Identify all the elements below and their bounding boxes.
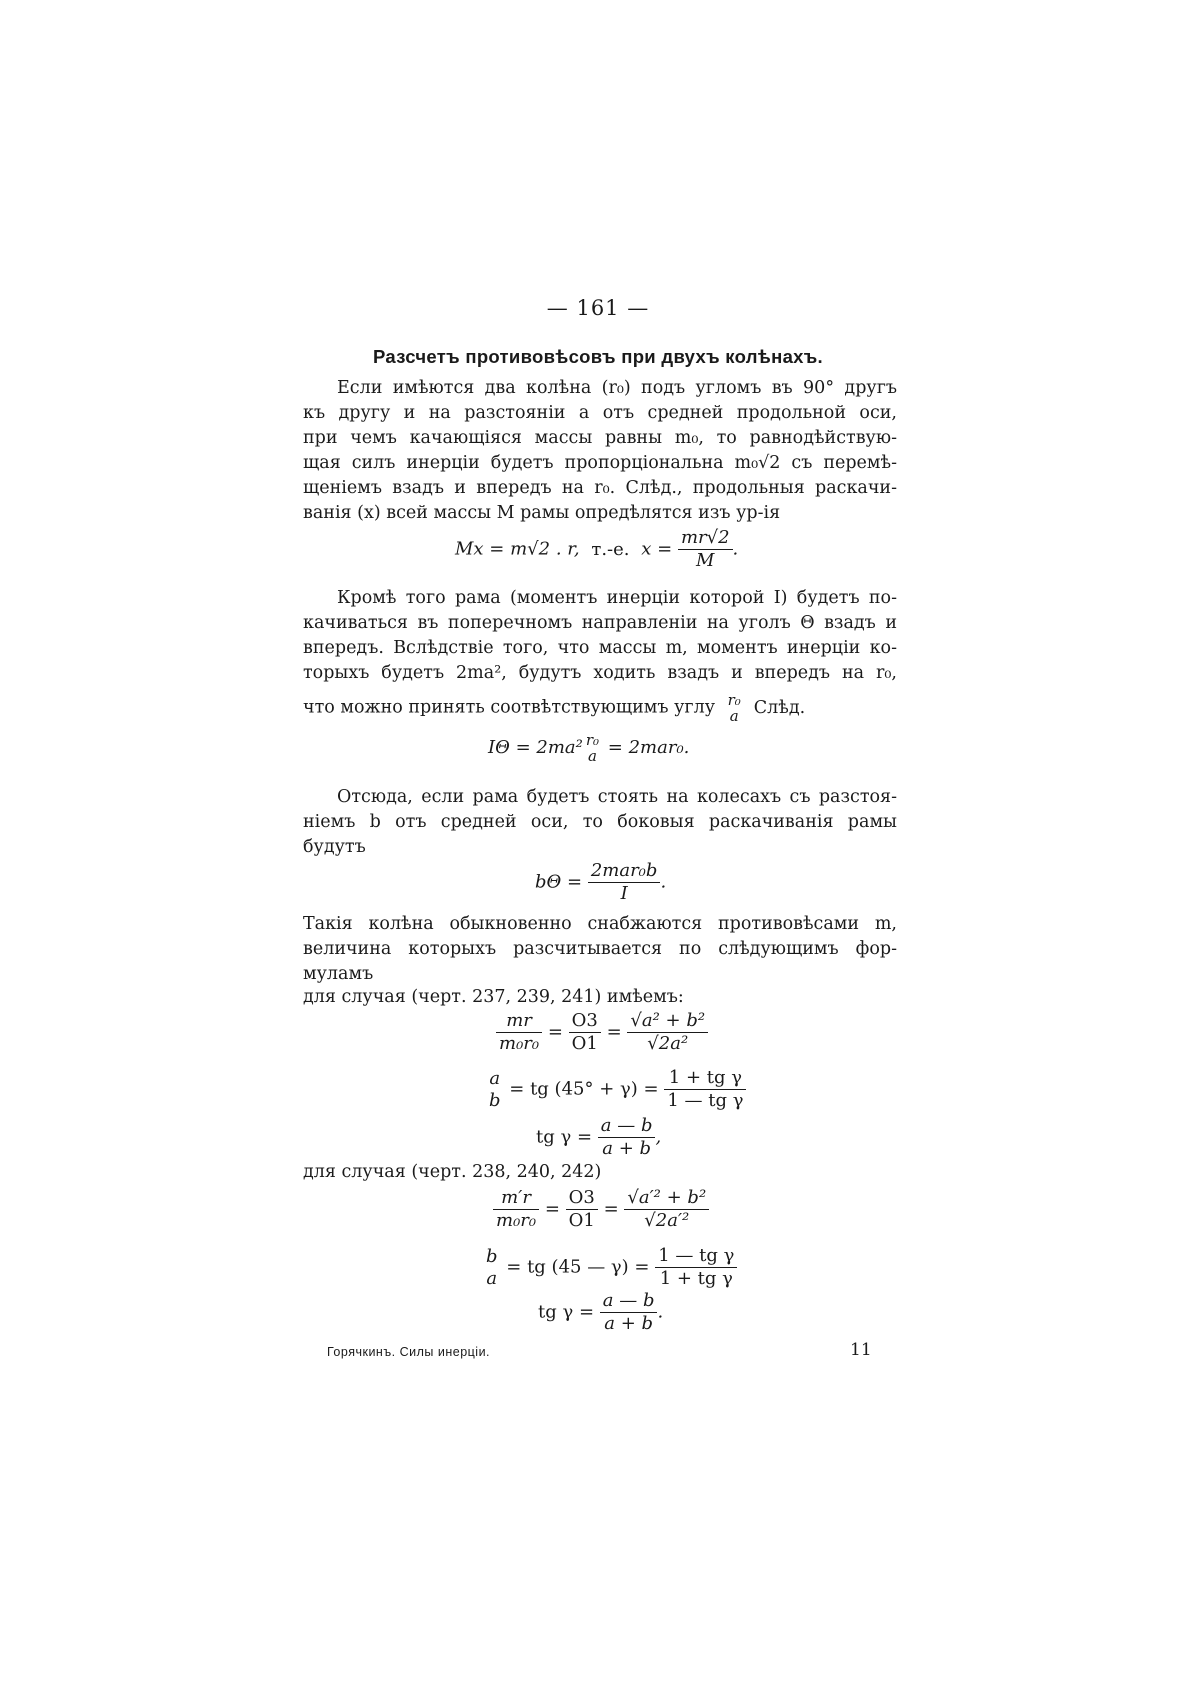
c1-frac-a	[496, 1010, 542, 1055]
c1-a-numerator: mr	[496, 1010, 542, 1033]
eq1-numerator: mr√2	[678, 527, 733, 550]
c1-f-numerator: a — b	[598, 1115, 656, 1138]
equation-3: bΘ = $\frac{\text{2mar₀b}}{I}$ .	[535, 860, 667, 904]
eq3-denominator: I	[620, 883, 628, 904]
text-line: величина которыхъ разсчитывается по слѣдующимъ фор-	[303, 939, 897, 959]
case-1-eq-c: tg γ = $\frac{a — b}{a + b}$ ,	[536, 1115, 662, 1159]
c2-d-numerator: b	[486, 1245, 498, 1267]
angle-numerator: r₀	[727, 691, 741, 709]
text-line: будутъ	[303, 837, 366, 857]
c2-f-denominator: a + b	[604, 1313, 654, 1334]
eq2-left: IΘ = 2ma²	[488, 737, 583, 758]
paragraph-1	[303, 376, 897, 526]
paragraph-4	[303, 912, 897, 987]
c1-c-denominator: √2a²	[647, 1033, 689, 1054]
eq3-left: bΘ =	[535, 871, 583, 893]
eq1-denominator: M	[696, 550, 715, 571]
eq2-fraction	[583, 732, 602, 764]
c2-c-numerator: √a′² + b²	[624, 1187, 709, 1210]
text-line: качиваться въ поперечномъ направленіи на уголъ Θ взадъ и	[303, 613, 897, 633]
c2-frac-c	[624, 1187, 709, 1232]
eq1-mid: т.-е.	[591, 538, 630, 560]
c2-f-numerator: a — b	[600, 1290, 658, 1313]
c1-frac-d	[486, 1068, 504, 1112]
c1-f-denominator: a + b	[602, 1138, 652, 1159]
c1-b-numerator: O3	[569, 1010, 601, 1033]
text-line: Такія колѣна обыкновенно снабжаются противовѣсами m,	[303, 914, 897, 934]
equation-1: Mx = m√2 . r, т.-е. x = $\frac{mr√2}{M}$ .	[455, 527, 739, 571]
text-line: впередъ. Вслѣдствіе того, что массы m, моментъ инерціи ко-	[303, 638, 897, 658]
c1-d-mid: = tg (45° + γ) =	[509, 1078, 659, 1100]
case-2-eq-c: tg γ = $\frac{a — b}{a + b}$ .	[538, 1290, 664, 1334]
c1-f-left: tg γ =	[536, 1126, 593, 1148]
equation-2	[488, 732, 689, 764]
c1-frac-f	[598, 1115, 656, 1160]
signature-mark: 11	[850, 1340, 872, 1360]
c1-e-denominator: 1 — tg γ	[667, 1090, 744, 1111]
running-footer: Горячкинъ. Силы инерціи.	[327, 1345, 491, 1359]
text-line: муламъ	[303, 964, 374, 984]
case-2-eq-b	[483, 1245, 737, 1290]
text-line: что можно принять соотвѣтствующимъ углу	[303, 697, 715, 718]
eq1-fraction	[678, 527, 733, 572]
angle-fraction	[725, 692, 744, 724]
c2-frac-e	[655, 1245, 737, 1290]
c1-frac-c	[627, 1010, 708, 1055]
text-line: ванія (x) всей массы M рамы опредѣлятся изъ ур-ія	[303, 503, 781, 523]
c2-a-numerator: m′r	[493, 1187, 539, 1210]
text-line: Если имѣются два колѣна (r₀) подъ угломъ въ 90° другъ	[337, 378, 897, 398]
c2-a-denominator: m₀r₀	[496, 1210, 537, 1231]
text-line: торыхъ будетъ 2ma², будутъ ходить взадъ и впередъ на r₀,	[303, 663, 897, 683]
text-line: ніемъ b отъ средней оси, то боковыя раскачиванія рамы	[303, 812, 897, 832]
c1-frac-b	[569, 1010, 601, 1055]
text-line: Отсюда, если рама будетъ стоять на колесахъ съ разстоя-	[337, 787, 897, 807]
c2-e-numerator: 1 — tg γ	[655, 1245, 737, 1268]
paragraph-2	[303, 586, 897, 686]
text-line: при чемъ качающіяся массы равны m₀, то равнодѣйствую-	[303, 428, 897, 448]
text-line: щая силъ инерціи будетъ пропорціональна m₀√2 съ перемѣ-	[303, 453, 897, 473]
angle-denominator: a	[729, 707, 739, 725]
c1-b-denominator: O1	[571, 1033, 598, 1054]
eq1-x: x =	[641, 538, 673, 560]
eq2-denominator: a	[587, 747, 597, 765]
text-line: къ другу и на разстояніи a отъ средней продольной оси,	[303, 403, 897, 423]
c1-d-numerator: a	[489, 1067, 501, 1089]
section-title: Разсчетъ противовѣсовъ при двухъ колѣнахъ.	[373, 346, 823, 367]
text-line: щеніемъ взадъ и впередъ на r₀. Слѣд., продольныя раскачи-	[303, 478, 897, 498]
c1-frac-e	[664, 1067, 746, 1112]
eq3-numerator: 2mar₀b	[588, 860, 661, 883]
page-number: — 161 —	[546, 296, 650, 320]
paragraph-2-last-line	[303, 692, 897, 724]
c2-frac-d	[483, 1246, 501, 1290]
eq2-numerator: r₀	[585, 731, 600, 749]
c1-e-numerator: 1 + tg γ	[664, 1067, 746, 1090]
eq2-right: = 2mar₀.	[607, 737, 690, 758]
eq1-left: Mx = m√2 . r,	[455, 538, 580, 560]
text-line: Кромѣ того рама (моментъ инерціи которой I) будетъ по-	[337, 588, 897, 608]
c2-frac-b	[566, 1187, 598, 1232]
paragraph-3	[303, 785, 897, 860]
c2-b-denominator: O1	[568, 1210, 595, 1231]
case-1-eq-b	[486, 1067, 746, 1112]
case-2-heading: для случая (черт. 238, 240, 242)	[303, 1162, 602, 1182]
case-2-eq-a: $\frac{m'r}{\text{m₀r₀}}$ = $\frac{O3}{O1}$ = $\frac{\text{√a′² + b²}}{\text{√2a′²}}$	[493, 1187, 709, 1232]
c2-frac-a	[493, 1187, 539, 1232]
c1-d-denominator: b	[489, 1089, 501, 1111]
c2-e-denominator: 1 + tg γ	[659, 1268, 733, 1289]
c2-d-denominator: a	[486, 1267, 498, 1289]
c2-d-mid: = tg (45 — γ) =	[506, 1256, 650, 1278]
case-1-heading: для случая (черт. 237, 239, 241) имѣемъ:	[303, 987, 684, 1007]
c2-b-numerator: O3	[566, 1187, 598, 1210]
c1-a-denominator: m₀r₀	[499, 1033, 540, 1054]
c1-c-numerator: √a² + b²	[627, 1010, 708, 1033]
c2-frac-f	[600, 1290, 658, 1335]
c2-f-left: tg γ =	[538, 1301, 595, 1323]
c2-c-denominator: √2a′²	[644, 1210, 690, 1231]
text-tail: Слѣд.	[753, 697, 806, 718]
eq3-fraction	[588, 860, 661, 905]
case-1-eq-a: $\frac{mr}{\text{m₀r₀}}$ = $\frac{O3}{O1}$ = $\frac{\text{√a² + b²}}{\text{√2a²}}$	[496, 1010, 708, 1055]
